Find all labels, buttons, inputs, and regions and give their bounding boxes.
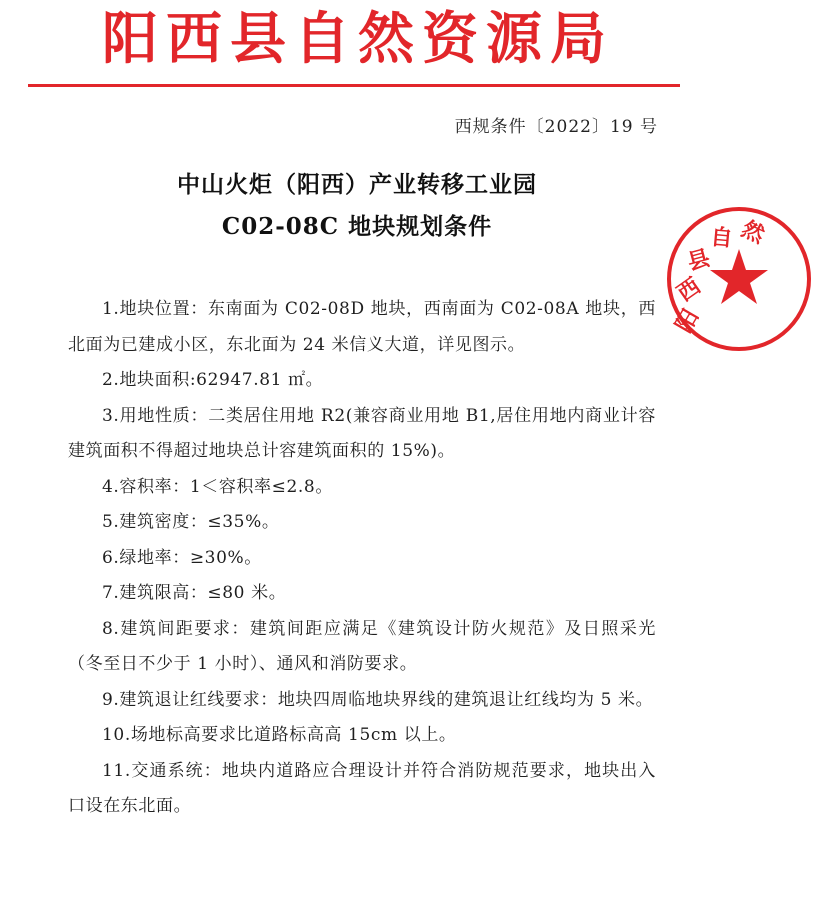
condition-item: 6.绿地率：≥30%。	[102, 547, 262, 568]
document-title-line-1: 中山火炬（阳西）产业转移工业园	[177, 171, 537, 198]
condition-item: 5.建筑密度：≤35%。	[102, 512, 280, 532]
condition-item: 1.地块位置：东南面为 C02-08D 地块，西南面为 C02-08A 地块，西北面为已建成小区，东北面为 24 米信义大道，详见图示。	[68, 299, 656, 355]
official-seal-stamp	[664, 204, 814, 354]
svg-text:阳: 阳	[670, 304, 705, 337]
document-number: 西规条件〔2022〕19 号	[454, 117, 658, 137]
condition-item: 11.交通系统：地块内道路应合理设计并符合消防规范要求，地块出入口设在东北面。	[68, 760, 656, 816]
svg-text:自: 自	[709, 224, 734, 252]
svg-text:然: 然	[737, 215, 769, 249]
condition-item: 10.场地标高要求比道路标高高 15cm 以上。	[102, 725, 457, 745]
condition-item: 7.建筑限高：≤80 米。	[102, 583, 287, 603]
condition-item: 2.地块面积:62947.81 ㎡。	[102, 370, 324, 390]
issuing-organization: 阳西县自然资源局	[102, 6, 614, 72]
condition-item: 8.建筑间距要求：建筑间距应满足《建筑设计防火规范》及日照采光（冬至日不少于 1 小时）、通风和消防要求。	[68, 618, 656, 674]
svg-text:西: 西	[672, 272, 706, 307]
svg-text:县: 县	[684, 244, 713, 276]
condition-item: 9.建筑退让红线要求：地块四周临地块界线的建筑退让红线均为 5 米。	[102, 689, 654, 710]
document-title-line-2: C02-08C 地块规划条件	[221, 213, 493, 240]
condition-item: 4.容积率：1＜容积率≤2.8。	[102, 476, 333, 497]
condition-item: 3.用地性质：二类居住用地 R2(兼容商业用地 B1,居住用地内商业计容建筑面积不得超过地块总计容建筑面积的 15%)。	[68, 405, 656, 461]
conditions-list	[68, 292, 656, 825]
header-red-rule	[28, 84, 680, 87]
